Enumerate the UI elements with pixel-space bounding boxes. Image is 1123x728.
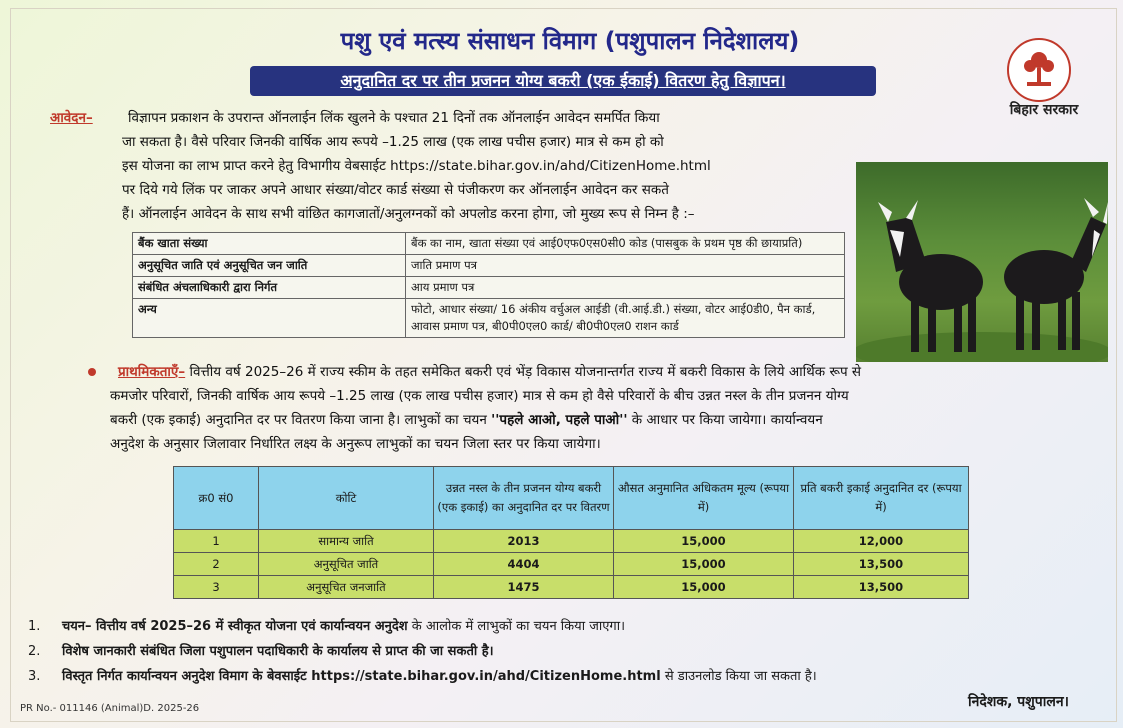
col-header-subsidy: प्रति बकरी इकाई अनुदानित दर (रूपया में): [794, 467, 969, 530]
priority-line-2: कमजोर परिवारों, जिनकी वार्षिक आय रूपये –1.25 लाख (एक लाख पचीस हजार) मात्र से कम हो वैसे परिवारों के बीच उन्नत नस्ल के तीन प्रजनन योग्य: [110, 388, 849, 404]
cell-units: 2013: [434, 530, 614, 553]
note-3-a: विस्तृत निर्गत कार्यान्वयन अनुदेश विमाग के बेवसाईट https://state.bihar.gov.in/ahd/CitizenHome.html: [62, 669, 661, 684]
cell-subsidy: 13,500: [794, 576, 969, 599]
note-number: 1.: [28, 619, 41, 634]
priority-text-1: वित्तीय वर्ष 2025–26 में राज्य स्कीम के तहत समेकित बकरी एवं भेंड़ विकास योजनान्तर्गत राज्य में बकरी विकास के लिये आर्थिक रूप से: [189, 364, 862, 380]
pr-number: PR No.- 011146 (Animal)D. 2025-26: [20, 703, 200, 714]
doc-key: अन्य: [133, 299, 406, 338]
note-number: 3.: [28, 669, 41, 684]
application-line-2: जा सकता है। वैसे परिवार जिनकी वार्षिक आय रूपये –1.25 लाख (एक लाख पचीस हजार) मात्र से कम हो को: [122, 134, 664, 150]
cell-subsidy: 13,500: [794, 553, 969, 576]
cell-units: 1475: [434, 576, 614, 599]
application-line-4: पर दिये गये लिंक पर जाकर अपने आधार संख्या/वोटर कार्ड संख्या से पंजीकरण कर ऑनलाईन आवेदन कर सकते: [122, 182, 669, 198]
application-label: आवेदन–: [50, 110, 93, 126]
note-2: [28, 642, 494, 662]
cell-units: 4404: [434, 553, 614, 576]
application-line-5: हैं। ऑनलाईन आवेदन के साथ सभी वांछित कागजातों/अनुलग्नकों को अपलोड करना होगा, जो मुख्य रूप से निम्न है :–: [122, 206, 695, 222]
note-3: [28, 667, 817, 687]
page-title: पशु एवं मत्स्य संसाधन विमाग (पशुपालन निदेशालय): [340, 27, 800, 55]
priority-text-3c: के आधार पर किया जायेगा। कार्यान्वयन: [627, 412, 823, 428]
cell-category: अनुसूचित जनजाति: [259, 576, 434, 599]
priority-line-4: अनुदेश के अनुसार जिलावार निर्धारित लक्ष्य के अनुरूप लाभुकों का चयन जिला स्तर पर किया जायेगा।: [110, 436, 601, 452]
table-row: [174, 576, 969, 599]
note-number: 2.: [28, 644, 41, 659]
col-header-units: उन्नत नस्ल के तीन प्रजनन योग्य बकरी (एक इकाई) का अनुदानित दर पर वितरण: [434, 467, 614, 530]
col-header-price: औसत अनुमानित अधिकतम मूल्य (रूपया में): [614, 467, 794, 530]
required-documents-table: [132, 232, 845, 338]
bodhi-tree-icon: [1021, 50, 1057, 88]
cell-subsidy: 12,000: [794, 530, 969, 553]
col-header-category: कोटि: [259, 467, 434, 530]
priority-line-1: [118, 361, 861, 385]
note-2-a: विशेष जानकारी संबंधित जिला पशुपालन पदाधिकारी के कार्यालय से प्राप्त की जा सकती है।: [62, 644, 494, 659]
cell-price: 15,000: [614, 576, 794, 599]
priority-first-come: ''पहले आओ, पहले पाओ'': [491, 412, 628, 428]
govt-name: बिहार सरकार: [1009, 102, 1079, 118]
table-row: [133, 233, 845, 255]
priority-label: प्राथमिकताएँ–: [118, 364, 186, 380]
note-1-c: के आलोक में लाभुकों का चयन किया जाएगा।: [407, 619, 626, 634]
table-row: [174, 553, 969, 576]
advert-subtitle: अनुदानित दर पर तीन प्रजनन योग्य बकरी (एक ईकाई) वितरण हेतु विज्ञापन।: [250, 66, 876, 96]
doc-value: आय प्रमाण पत्र: [406, 277, 845, 299]
goats-photo: [856, 162, 1108, 362]
note-1-b: कार्यान्वयन अनुदेश: [320, 619, 408, 634]
application-line-1: विज्ञापन प्रकाशन के उपरान्त ऑनलाईन लिंक खुलने के पश्चात 21 दिनों तक ऑनलाईन आवेदन समर्पित किया: [128, 110, 660, 126]
cell-price: 15,000: [614, 553, 794, 576]
signature-director: निदेशक, पशुपालन।: [968, 694, 1069, 710]
targets-table: [173, 466, 969, 599]
note-1: [28, 617, 625, 637]
cell-category: अनुसूचित जाति: [259, 553, 434, 576]
cell-price: 15,000: [614, 530, 794, 553]
application-line-3: इस योजना का लाभ प्राप्त करने हेतु विभागीय वेबसाईट https://state.bihar.gov.in/ahd/CitizenHome.html: [122, 158, 711, 174]
doc-value: जाति प्रमाण पत्र: [406, 255, 845, 277]
doc-value: फोटो, आधार संख्या/ 16 अंकीय वर्चुअल आईडी (वी.आई.डी.) संख्या, वोटर आई0डी0, पैन कार्ड, आवास प्रमाण पत्र, बी0पी0एल0 कार्ड/ बी0पी0एल0 राशन कार्ड: [406, 299, 845, 338]
doc-key: बैंक खाता संख्या: [133, 233, 406, 255]
table-row: [133, 255, 845, 277]
table-row: [133, 299, 845, 338]
doc-value: बैंक का नाम, खाता संख्या एवं आई0एफ0एस0सी0 कोड (पासबुक के प्रथम पृष्ठ की छायाप्रति): [406, 233, 845, 255]
table-row: [133, 277, 845, 299]
cell-serial: 3: [174, 576, 259, 599]
doc-key: संबंधित अंचलाधिकारी द्वारा निर्गत: [133, 277, 406, 299]
bullet-dot: [88, 368, 96, 376]
table-row: [174, 530, 969, 553]
col-header-serial: क्र0 सं0: [174, 467, 259, 530]
doc-key: अनुसूचित जाति एवं अनुसूचित जन जाति: [133, 255, 406, 277]
bihar-govt-logo: [1007, 38, 1071, 102]
priority-line-3: [110, 409, 823, 433]
priority-text-3a: बकरी (एक इकाई) अनुदानित दर पर वितरण किया जाना है। लाभुकों का चयन: [110, 412, 492, 428]
goats-illustration: [856, 162, 1108, 362]
application-label-line: [50, 107, 93, 131]
cell-serial: 2: [174, 553, 259, 576]
note-1-a: चयन– वित्तीय वर्ष 2025–26 में स्वीकृत योजना एवं: [62, 619, 321, 634]
cell-serial: 1: [174, 530, 259, 553]
note-3-c: से डाउनलोड किया जा सकता है।: [660, 669, 817, 684]
table-header-row: [174, 467, 969, 530]
cell-category: सामान्य जाति: [259, 530, 434, 553]
